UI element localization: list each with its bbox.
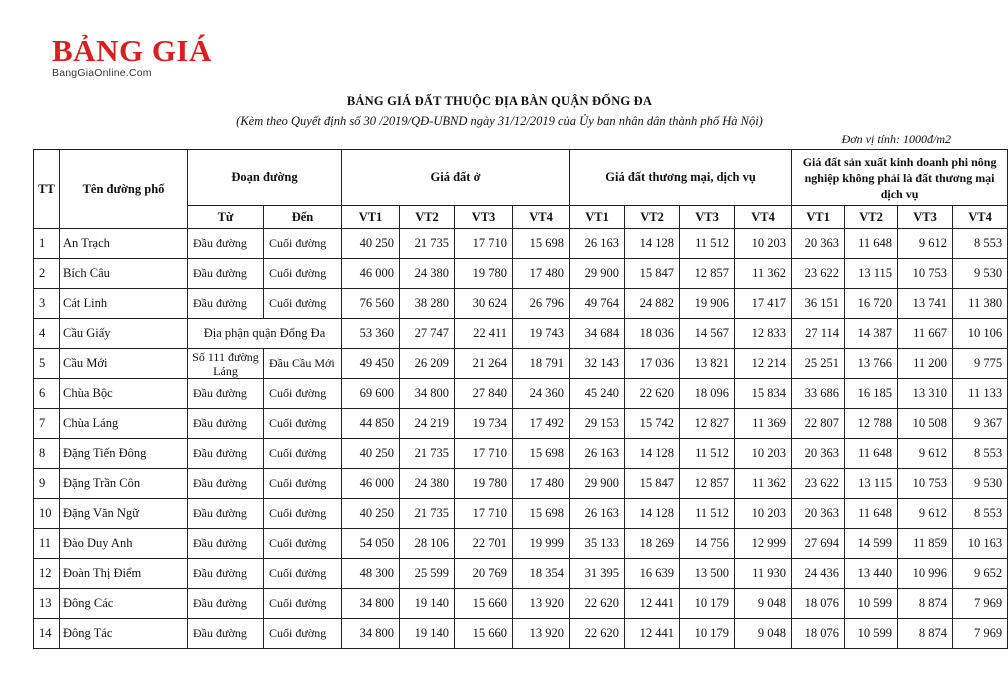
commercial-price-vt2: 14 128	[625, 439, 680, 469]
street-name: Cầu Giấy	[60, 319, 188, 349]
header-vt: VT2	[625, 206, 680, 229]
production-price-vt3: 9 612	[898, 439, 953, 469]
production-price-vt1: 23 622	[792, 259, 845, 289]
production-price-vt2: 16 185	[845, 379, 898, 409]
segment-to: Cuối đường	[264, 589, 342, 619]
commercial-price-vt4: 11 362	[735, 469, 792, 499]
commercial-price-vt3: 11 512	[680, 229, 735, 259]
row-tt: 10	[34, 499, 60, 529]
residential-price-vt4: 19 743	[513, 319, 570, 349]
commercial-price-vt3: 13 821	[680, 349, 735, 379]
commercial-price-vt1: 32 143	[570, 349, 625, 379]
segment-from: Đầu đường	[188, 379, 264, 409]
production-price-vt1: 18 076	[792, 589, 845, 619]
commercial-price-vt4: 10 203	[735, 439, 792, 469]
row-tt: 5	[34, 349, 60, 379]
header-production: Giá đất sản xuất kinh doanh phi nông nghiệp không phải là đất thương mại dịch vụ	[792, 150, 1008, 206]
segment-to: Cuối đường	[264, 379, 342, 409]
production-price-vt2: 16 720	[845, 289, 898, 319]
production-price-vt3: 10 508	[898, 409, 953, 439]
segment-to: Cuối đường	[264, 289, 342, 319]
street-name: Đặng Tiến Đông	[60, 439, 188, 469]
commercial-price-vt1: 22 620	[570, 619, 625, 649]
header-vt: VT4	[513, 206, 570, 229]
production-price-vt3: 10 753	[898, 469, 953, 499]
production-price-vt3: 10 996	[898, 559, 953, 589]
header-vt: VT1	[570, 206, 625, 229]
table-row	[34, 529, 1008, 559]
document-title: BẢNG GIÁ ĐẤT THUỘC ĐỊA BÀN QUẬN ĐỐNG ĐA	[346, 94, 653, 108]
production-price-vt2: 13 115	[845, 469, 898, 499]
table-row	[34, 559, 1008, 589]
header-tt: TT	[34, 150, 60, 229]
segment-from: Đầu đường	[188, 439, 264, 469]
production-price-vt2: 10 599	[845, 619, 898, 649]
street-name: Đông Các	[60, 589, 188, 619]
table-row	[34, 349, 1008, 379]
production-price-vt2: 10 599	[845, 589, 898, 619]
street-name: Đông Tác	[60, 619, 188, 649]
header-vt: VT2	[845, 206, 898, 229]
street-name: Đặng Văn Ngữ	[60, 499, 188, 529]
commercial-price-vt2: 14 128	[625, 229, 680, 259]
residential-price-vt1: 46 000	[342, 259, 400, 289]
table-row	[34, 589, 1008, 619]
header-residential: Giá đất ở	[342, 150, 570, 206]
residential-price-vt2: 38 280	[400, 289, 455, 319]
street-name: Đặng Trần Côn	[60, 469, 188, 499]
commercial-price-vt1: 45 240	[570, 379, 625, 409]
production-price-vt1: 23 622	[792, 469, 845, 499]
commercial-price-vt4: 12 214	[735, 349, 792, 379]
row-tt: 8	[34, 439, 60, 469]
row-tt: 14	[34, 619, 60, 649]
production-price-vt3: 11 200	[898, 349, 953, 379]
commercial-price-vt2: 24 882	[625, 289, 680, 319]
row-tt: 4	[34, 319, 60, 349]
residential-price-vt3: 17 710	[455, 439, 513, 469]
header-segment: Đoạn đường	[188, 150, 342, 206]
residential-price-vt2: 24 380	[400, 469, 455, 499]
production-price-vt3: 9 612	[898, 229, 953, 259]
segment-from: Đầu đường	[188, 469, 264, 499]
production-price-vt4: 11 133	[953, 379, 1008, 409]
residential-price-vt1: 54 050	[342, 529, 400, 559]
production-price-vt1: 25 251	[792, 349, 845, 379]
segment-to: Cuối đường	[264, 439, 342, 469]
production-price-vt4: 7 969	[953, 589, 1008, 619]
header-vt: VT2	[400, 206, 455, 229]
production-price-vt2: 11 648	[845, 499, 898, 529]
production-price-vt4: 9 530	[953, 259, 1008, 289]
residential-price-vt1: 40 250	[342, 439, 400, 469]
commercial-price-vt3: 10 179	[680, 619, 735, 649]
residential-price-vt2: 25 599	[400, 559, 455, 589]
commercial-price-vt1: 34 684	[570, 319, 625, 349]
segment-from: Đầu đường	[188, 529, 264, 559]
commercial-price-vt1: 29 153	[570, 409, 625, 439]
commercial-price-vt3: 11 512	[680, 499, 735, 529]
residential-price-vt4: 19 999	[513, 529, 570, 559]
commercial-price-vt1: 29 900	[570, 469, 625, 499]
commercial-price-vt1: 22 620	[570, 589, 625, 619]
residential-price-vt3: 22 701	[455, 529, 513, 559]
production-price-vt4: 9 775	[953, 349, 1008, 379]
header-vt: VT3	[680, 206, 735, 229]
commercial-price-vt4: 11 362	[735, 259, 792, 289]
production-price-vt2: 13 766	[845, 349, 898, 379]
residential-price-vt1: 48 300	[342, 559, 400, 589]
table-row	[34, 439, 1008, 469]
commercial-price-vt2: 14 128	[625, 499, 680, 529]
production-price-vt2: 11 648	[845, 229, 898, 259]
production-price-vt2: 14 599	[845, 529, 898, 559]
commercial-price-vt3: 12 857	[680, 469, 735, 499]
commercial-price-vt4: 17 417	[735, 289, 792, 319]
commercial-price-vt2: 16 639	[625, 559, 680, 589]
residential-price-vt4: 15 698	[513, 229, 570, 259]
commercial-price-vt2: 18 036	[625, 319, 680, 349]
row-tt: 2	[34, 259, 60, 289]
production-price-vt3: 11 859	[898, 529, 953, 559]
production-price-vt1: 20 363	[792, 439, 845, 469]
production-price-vt3: 13 741	[898, 289, 953, 319]
commercial-price-vt3: 10 179	[680, 589, 735, 619]
production-price-vt4: 7 969	[953, 619, 1008, 649]
segment-from: Đầu đường	[188, 229, 264, 259]
production-price-vt3: 9 612	[898, 499, 953, 529]
production-price-vt1: 27 114	[792, 319, 845, 349]
residential-price-vt3: 21 264	[455, 349, 513, 379]
unit-note: Đơn vị tính: 1000đ/m2	[841, 132, 951, 146]
segment-from: Đầu đường	[188, 259, 264, 289]
production-price-vt3: 11 667	[898, 319, 953, 349]
street-name: Bích Câu	[60, 259, 188, 289]
row-tt: 6	[34, 379, 60, 409]
row-tt: 1	[34, 229, 60, 259]
row-tt: 7	[34, 409, 60, 439]
residential-price-vt4: 13 920	[513, 589, 570, 619]
commercial-price-vt3: 12 827	[680, 409, 735, 439]
residential-price-vt1: 40 250	[342, 229, 400, 259]
segment-from: Đầu đường	[188, 289, 264, 319]
residential-price-vt3: 19 734	[455, 409, 513, 439]
commercial-price-vt4: 11 369	[735, 409, 792, 439]
residential-price-vt3: 19 780	[455, 259, 513, 289]
segment-to: Cuối đường	[264, 409, 342, 439]
residential-price-vt2: 27 747	[400, 319, 455, 349]
residential-price-vt3: 17 710	[455, 229, 513, 259]
residential-price-vt1: 40 250	[342, 499, 400, 529]
commercial-price-vt2: 12 441	[625, 589, 680, 619]
production-price-vt1: 20 363	[792, 499, 845, 529]
commercial-price-vt4: 9 048	[735, 619, 792, 649]
table-body	[34, 229, 1008, 649]
site-logo	[52, 33, 212, 79]
production-price-vt1: 27 694	[792, 529, 845, 559]
production-price-vt3: 8 874	[898, 619, 953, 649]
commercial-price-vt3: 12 857	[680, 259, 735, 289]
residential-price-vt1: 49 450	[342, 349, 400, 379]
header-street-name: Tên đường phố	[60, 150, 188, 229]
segment-to: Cuối đường	[264, 559, 342, 589]
commercial-price-vt2: 18 269	[625, 529, 680, 559]
street-name: Chùa Bộc	[60, 379, 188, 409]
row-tt: 13	[34, 589, 60, 619]
segment-to: Cuối đường	[264, 469, 342, 499]
residential-price-vt3: 30 624	[455, 289, 513, 319]
residential-price-vt2: 19 140	[400, 619, 455, 649]
residential-price-vt1: 44 850	[342, 409, 400, 439]
residential-price-vt3: 15 660	[455, 619, 513, 649]
segment-from: Đầu đường	[188, 559, 264, 589]
residential-price-vt4: 17 480	[513, 469, 570, 499]
segment-to: Cuối đường	[264, 619, 342, 649]
residential-price-vt4: 24 360	[513, 379, 570, 409]
production-price-vt2: 13 115	[845, 259, 898, 289]
residential-price-vt4: 18 791	[513, 349, 570, 379]
residential-price-vt4: 26 796	[513, 289, 570, 319]
street-name: Cầu Mới	[60, 349, 188, 379]
segment-from: Đầu đường	[188, 409, 264, 439]
table-row	[34, 409, 1008, 439]
segment-span: Địa phận quận Đống Đa	[188, 319, 342, 349]
commercial-price-vt2: 17 036	[625, 349, 680, 379]
production-price-vt4: 9 652	[953, 559, 1008, 589]
production-price-vt4: 8 553	[953, 229, 1008, 259]
production-price-vt4: 10 163	[953, 529, 1008, 559]
residential-price-vt2: 24 380	[400, 259, 455, 289]
commercial-price-vt3: 11 512	[680, 439, 735, 469]
commercial-price-vt4: 12 999	[735, 529, 792, 559]
production-price-vt4: 10 106	[953, 319, 1008, 349]
commercial-price-vt4: 10 203	[735, 229, 792, 259]
segment-from: Số 111 đường Láng	[188, 349, 264, 379]
price-table	[33, 149, 1008, 649]
residential-price-vt4: 17 492	[513, 409, 570, 439]
header-vt: VT3	[898, 206, 953, 229]
residential-price-vt3: 15 660	[455, 589, 513, 619]
logo-brand: BẢNG GIÁ	[52, 33, 212, 68]
street-name: Chùa Láng	[60, 409, 188, 439]
production-price-vt3: 10 753	[898, 259, 953, 289]
residential-price-vt4: 13 920	[513, 619, 570, 649]
commercial-price-vt3: 18 096	[680, 379, 735, 409]
residential-price-vt4: 15 698	[513, 439, 570, 469]
production-price-vt2: 11 648	[845, 439, 898, 469]
residential-price-vt4: 17 480	[513, 259, 570, 289]
production-price-vt4: 8 553	[953, 439, 1008, 469]
header-vt: VT3	[455, 206, 513, 229]
header-vt: VT4	[953, 206, 1008, 229]
commercial-price-vt1: 49 764	[570, 289, 625, 319]
table-row	[34, 499, 1008, 529]
street-name: Cát Linh	[60, 289, 188, 319]
table-row	[34, 289, 1008, 319]
header-vt: VT1	[792, 206, 845, 229]
commercial-price-vt2: 22 620	[625, 379, 680, 409]
residential-price-vt3: 22 411	[455, 319, 513, 349]
commercial-price-vt1: 26 163	[570, 439, 625, 469]
residential-price-vt1: 76 560	[342, 289, 400, 319]
commercial-price-vt3: 13 500	[680, 559, 735, 589]
production-price-vt3: 13 310	[898, 379, 953, 409]
segment-from: Đầu đường	[188, 499, 264, 529]
logo-site: BangGiaOnline.Com	[52, 67, 152, 79]
residential-price-vt4: 18 354	[513, 559, 570, 589]
residential-price-vt2: 24 219	[400, 409, 455, 439]
commercial-price-vt1: 26 163	[570, 229, 625, 259]
header-vt: VT4	[735, 206, 792, 229]
residential-price-vt1: 34 800	[342, 619, 400, 649]
segment-to: Cuối đường	[264, 529, 342, 559]
residential-price-vt2: 28 106	[400, 529, 455, 559]
commercial-price-vt1: 26 163	[570, 499, 625, 529]
residential-price-vt3: 19 780	[455, 469, 513, 499]
production-price-vt4: 8 553	[953, 499, 1008, 529]
table-row	[34, 319, 1008, 349]
document-subtitle: (Kèm theo Quyết định số 30 /2019/QĐ-UBND ngày 31/12/2019 của Ủy ban nhân dân thành phố Hà Nội)	[236, 114, 763, 128]
commercial-price-vt3: 14 567	[680, 319, 735, 349]
table-row	[34, 469, 1008, 499]
commercial-price-vt4: 9 048	[735, 589, 792, 619]
commercial-price-vt4: 15 834	[735, 379, 792, 409]
row-tt: 11	[34, 529, 60, 559]
commercial-price-vt4: 10 203	[735, 499, 792, 529]
commercial-price-vt1: 31 395	[570, 559, 625, 589]
production-price-vt1: 22 807	[792, 409, 845, 439]
header-to: Đến	[264, 206, 342, 229]
table-row	[34, 619, 1008, 649]
commercial-price-vt2: 15 847	[625, 469, 680, 499]
production-price-vt4: 9 367	[953, 409, 1008, 439]
residential-price-vt2: 21 735	[400, 499, 455, 529]
commercial-price-vt1: 29 900	[570, 259, 625, 289]
segment-from: Đầu đường	[188, 619, 264, 649]
production-price-vt1: 24 436	[792, 559, 845, 589]
street-name: Đào Duy Anh	[60, 529, 188, 559]
commercial-price-vt2: 12 441	[625, 619, 680, 649]
residential-price-vt2: 21 735	[400, 229, 455, 259]
table-row	[34, 379, 1008, 409]
street-name: Đoàn Thị Điểm	[60, 559, 188, 589]
production-price-vt2: 14 387	[845, 319, 898, 349]
residential-price-vt1: 46 000	[342, 469, 400, 499]
production-price-vt3: 8 874	[898, 589, 953, 619]
residential-price-vt3: 27 840	[455, 379, 513, 409]
commercial-price-vt4: 12 833	[735, 319, 792, 349]
residential-price-vt2: 34 800	[400, 379, 455, 409]
segment-to: Cuối đường	[264, 229, 342, 259]
commercial-price-vt3: 14 756	[680, 529, 735, 559]
production-price-vt4: 11 380	[953, 289, 1008, 319]
header-vt: VT1	[342, 206, 400, 229]
production-price-vt2: 13 440	[845, 559, 898, 589]
street-name: An Trạch	[60, 229, 188, 259]
table-row	[34, 229, 1008, 259]
segment-to: Cuối đường	[264, 499, 342, 529]
residential-price-vt1: 34 800	[342, 589, 400, 619]
header-from: Từ	[188, 206, 264, 229]
residential-price-vt2: 26 209	[400, 349, 455, 379]
segment-to: Cuối đường	[264, 259, 342, 289]
residential-price-vt3: 20 769	[455, 559, 513, 589]
row-tt: 9	[34, 469, 60, 499]
table-row	[34, 259, 1008, 289]
commercial-price-vt1: 35 133	[570, 529, 625, 559]
production-price-vt1: 36 151	[792, 289, 845, 319]
residential-price-vt2: 21 735	[400, 439, 455, 469]
commercial-price-vt2: 15 742	[625, 409, 680, 439]
residential-price-vt2: 19 140	[400, 589, 455, 619]
row-tt: 3	[34, 289, 60, 319]
residential-price-vt3: 17 710	[455, 499, 513, 529]
production-price-vt2: 12 788	[845, 409, 898, 439]
segment-from: Đầu đường	[188, 589, 264, 619]
residential-price-vt4: 15 698	[513, 499, 570, 529]
production-price-vt4: 9 530	[953, 469, 1008, 499]
header-commercial: Giá đất thương mại, dịch vụ	[570, 150, 792, 206]
segment-to: Đầu Cầu Mới	[264, 349, 342, 379]
production-price-vt1: 18 076	[792, 619, 845, 649]
residential-price-vt1: 69 600	[342, 379, 400, 409]
production-price-vt1: 20 363	[792, 229, 845, 259]
residential-price-vt1: 53 360	[342, 319, 400, 349]
commercial-price-vt4: 11 930	[735, 559, 792, 589]
row-tt: 12	[34, 559, 60, 589]
commercial-price-vt2: 15 847	[625, 259, 680, 289]
production-price-vt1: 33 686	[792, 379, 845, 409]
commercial-price-vt3: 19 906	[680, 289, 735, 319]
